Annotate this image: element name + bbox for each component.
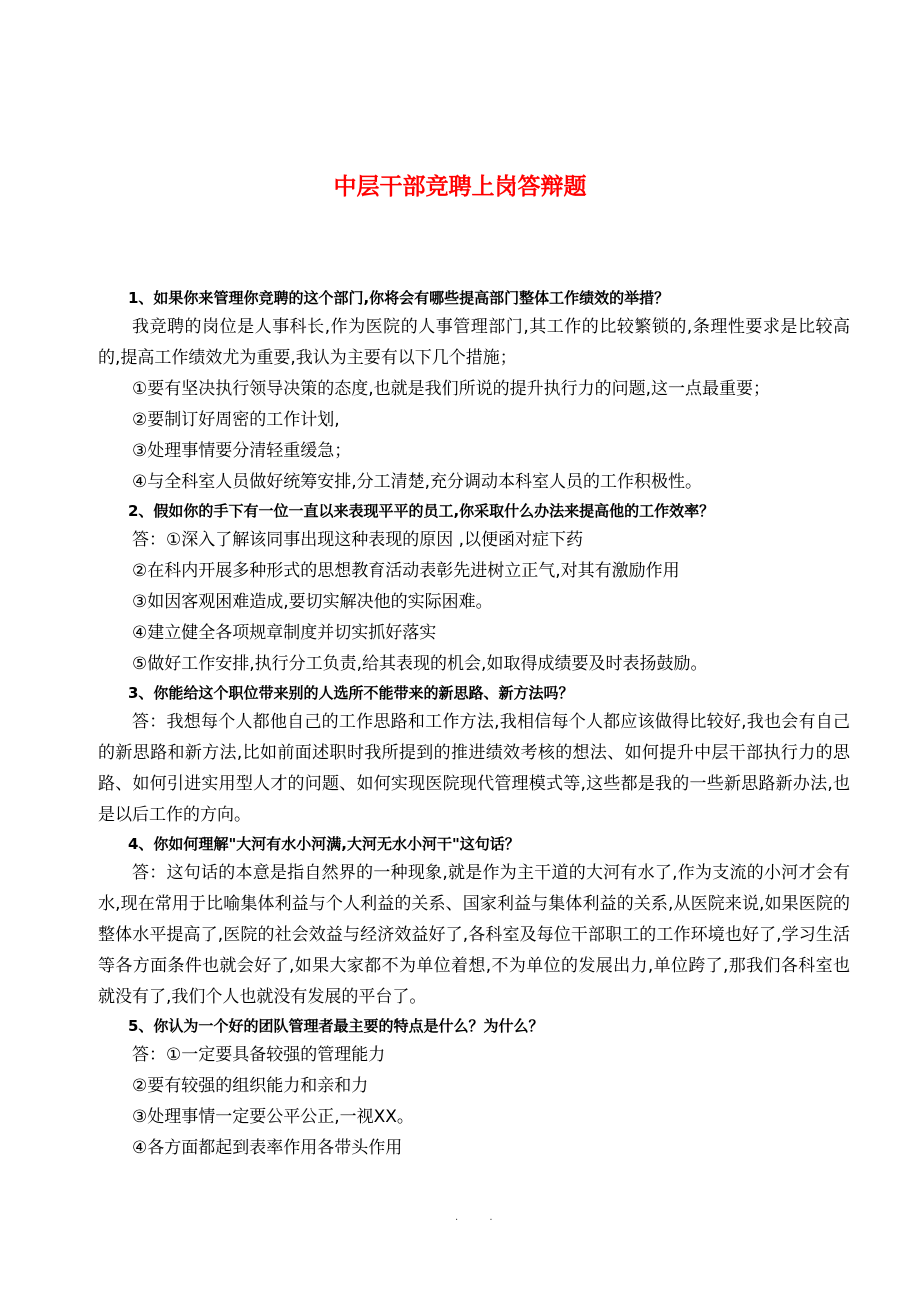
- section-5: [98, 1013, 850, 1164]
- answer-item: ③如因客观困难造成,要切实解决他的实际困难。: [132, 592, 493, 612]
- section-2: [98, 498, 850, 680]
- answer-item: ④各方面都起到表率作用各带头作用: [132, 1138, 403, 1158]
- question-heading: 1、如果你来管理你竞聘的这个部门,你将会有哪些提高部门整体工作绩效的举措？: [128, 289, 670, 307]
- answer-item: ②要有较强的组织能力和亲和力: [132, 1076, 369, 1096]
- answer-item: ②在科内开展多种形式的思想教育活动表彰先进树立正气,对其有激励作用: [132, 561, 680, 581]
- answer-paragraph: 答：①一定要具备较强的管理能力: [132, 1045, 386, 1065]
- document-title: 中层干部竞聘上岗答辩题: [333, 174, 587, 200]
- answer-item: ⑤做好工作安排,执行分工负责,给其表现的机会,如取得成绩要及时表扬鼓励。: [132, 654, 708, 674]
- answer-item: ①要有坚决执行领导决策的态度,也就是我们所说的提升执行力的问题,这一点最重要；: [132, 379, 771, 399]
- section-3: [98, 680, 850, 831]
- question-heading: 4、你如何理解"大河有水小河满,大河无水小河干"这句话？: [128, 835, 520, 853]
- answer-item: ④建立健全各项规章制度并切实抓好落实: [132, 623, 437, 643]
- answer-paragraph: 答：我想每个人都他自己的工作思路和工作方法,我相信每个人都应该做得比较好,我也会有自己的新思路和新方法,比如前面述职时我所提到的推进绩效考核的想法、如何提升中层干部执行力的思路、如何引进实用型人才的问题、如何实现医院现代管理模式等,这些都是我的一些新思路新办法,也是以后工作的方向。: [98, 712, 850, 825]
- section-4: [98, 831, 850, 1013]
- page-footer-dots: . .: [455, 1212, 507, 1223]
- document-body: [98, 285, 850, 1164]
- answer-item: ④与全科室人员做好统筹安排,分工清楚,充分调动本科室人员的工作积极性。: [132, 472, 703, 492]
- answer-item: ③处理事情一定要公平公正,一视XX。: [132, 1107, 414, 1127]
- answer-item: ②要制订好周密的工作计划,: [132, 410, 340, 430]
- answer-paragraph: 答：①深入了解该同事出现这种表现的原因 ,以便函对症下药: [132, 530, 584, 550]
- section-1: [98, 285, 850, 498]
- answer-paragraph: 我竞聘的岗位是人事科长,作为医院的人事管理部门,其工作的比较繁锁的,条理性要求是比较高的,提高工作绩效尤为重要,我认为主要有以下几个措施；: [98, 317, 850, 368]
- answer-item: ③处理事情要分清轻重缓急；: [132, 441, 352, 461]
- question-heading: 3、你能给这个职位带来别的人选所不能带来的新思路、新方法吗？: [128, 684, 574, 702]
- question-heading: 2、假如你的手下有一位一直以来表现平平的员工,你采取什么办法来提高他的工作效率？: [128, 502, 715, 520]
- answer-paragraph: 答：这句话的本意是指自然界的一种现象,就是作为主干道的大河有水了,作为支流的小河才会有水,现在常用于比喻集体利益与个人利益的关系、国家利益与集体利益的关系,从医院来说,如果医院的整体水平提高了,医院的社会效益与经济效益好了,各科室及每位干部职工的工作环境也好了,学习生活等各方面条件也就会好了,如果大家都不为单位着想,不为单位的发展出力,单位跨了,那我们各科室也就没有了,我们个人也就没有发展的平台了。: [98, 863, 850, 1007]
- question-heading: 5、你认为一个好的团队管理者最主要的特点是什么？为什么？: [128, 1017, 544, 1035]
